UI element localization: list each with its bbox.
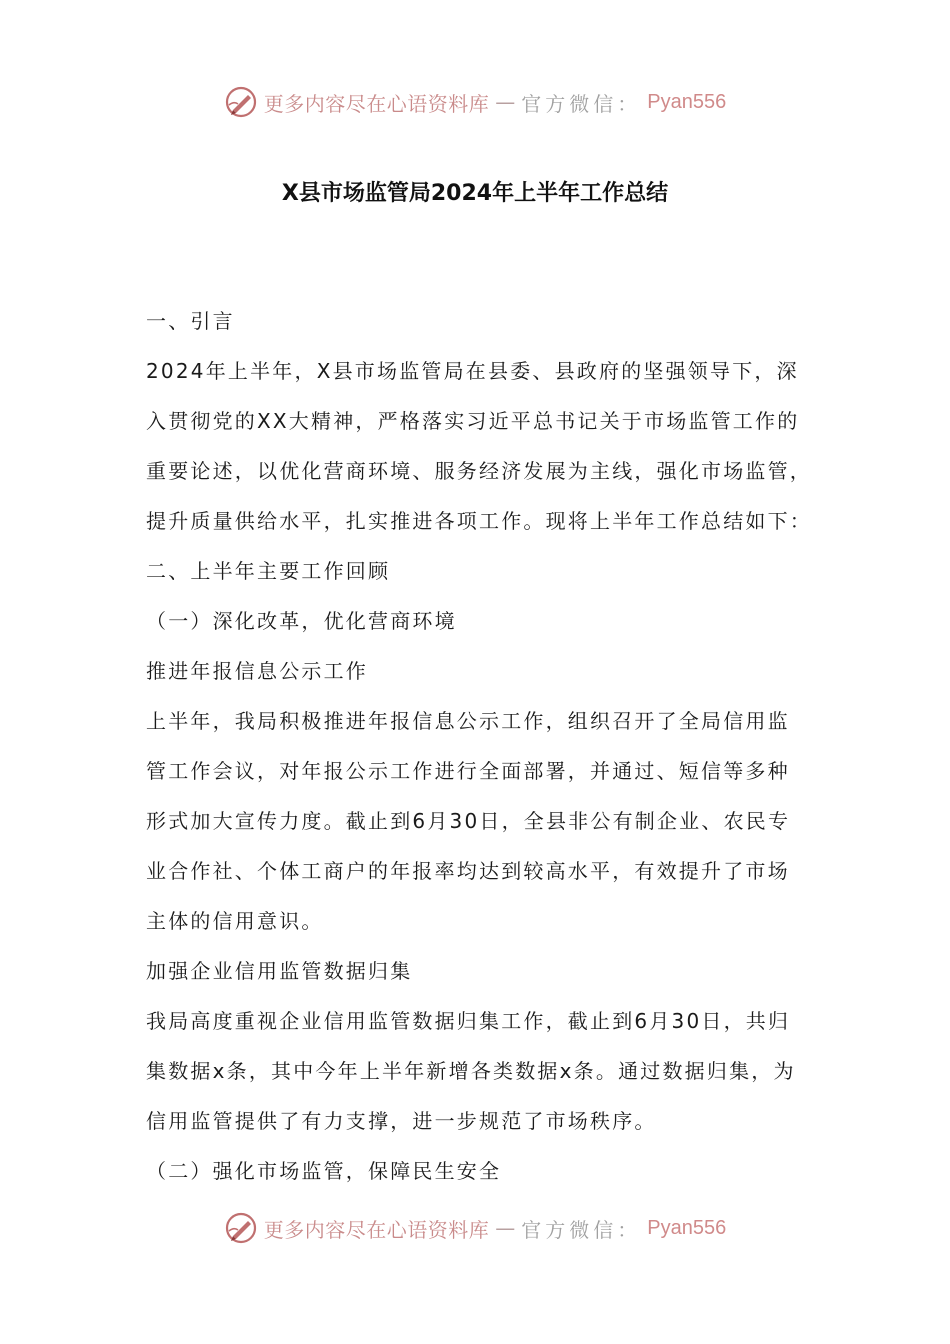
document-title: X县市场监管局2024年上半年工作总结 <box>281 181 669 206</box>
body-line: 主体的信用意识。 <box>146 909 324 933</box>
item-heading: 加强企业信用监管数据归集 <box>146 959 413 983</box>
section-heading: 二、上半年主要工作回顾 <box>146 559 391 583</box>
watermark-wechat-id: Pyan556 <box>647 90 727 113</box>
body-line: 管工作会议，对年报公示工作进行全面部署，并通过、短信等多种 <box>146 759 790 783</box>
watermark-wechat-label: 官方微信： <box>521 1217 642 1242</box>
watermark-wechat-label: 官方微信： <box>521 91 642 116</box>
body-line: 2024年上半年，X县市场监管局在县委、县政府的坚强领导下，深 <box>146 359 799 383</box>
watermark-site-text: 更多内容尽在心语资料库 <box>263 91 490 116</box>
subsection-heading: （二）强化市场监管，保障民生安全 <box>146 1159 502 1183</box>
watermark-wechat-id: Pyan556 <box>647 1216 727 1239</box>
body-line: 上半年，我局积极推进年报信息公示工作，组织召开了全局信用监 <box>146 709 790 733</box>
watermark-dash: — <box>495 90 516 114</box>
body-line: 业合作社、个体工商户的年报率均达到较高水平，有效提升了市场 <box>146 859 790 883</box>
document-body <box>146 296 826 1196</box>
body-line: 集数据x条，其中今年上半年新增各类数据x条。通过数据归集，为 <box>146 1059 796 1083</box>
footer-watermark-banner <box>0 1208 950 1248</box>
body-line: 提升质量供给水平，扎实推进各项工作。现将上半年工作总结如下： <box>146 509 812 533</box>
subsection-heading: （一）深化改革，优化营商环境 <box>146 609 457 633</box>
watermark-dash: — <box>495 1216 516 1240</box>
body-line: 入贯彻党的XX大精神，严格落实习近平总书记关于市场监管工作的 <box>146 409 800 433</box>
pen-logo-icon <box>224 1211 258 1245</box>
body-line: 信用监管提供了有力支撑，进一步规范了市场秩序。 <box>146 1109 657 1133</box>
body-line: 重要论述，以优化营商环境、服务经济发展为主线，强化市场监管， <box>146 459 812 483</box>
header-watermark-banner <box>0 82 950 122</box>
item-heading: 推进年报信息公示工作 <box>146 659 368 683</box>
pen-logo-icon <box>224 85 258 119</box>
section-heading: 一、引言 <box>146 309 235 333</box>
body-line: 形式加大宣传力度。截止到6月30日，全县非公有制企业、农民专 <box>146 809 791 833</box>
watermark-site-text: 更多内容尽在心语资料库 <box>263 1217 490 1242</box>
body-line: 我局高度重视企业信用监管数据归集工作，截止到6月30日，共归 <box>146 1009 791 1033</box>
